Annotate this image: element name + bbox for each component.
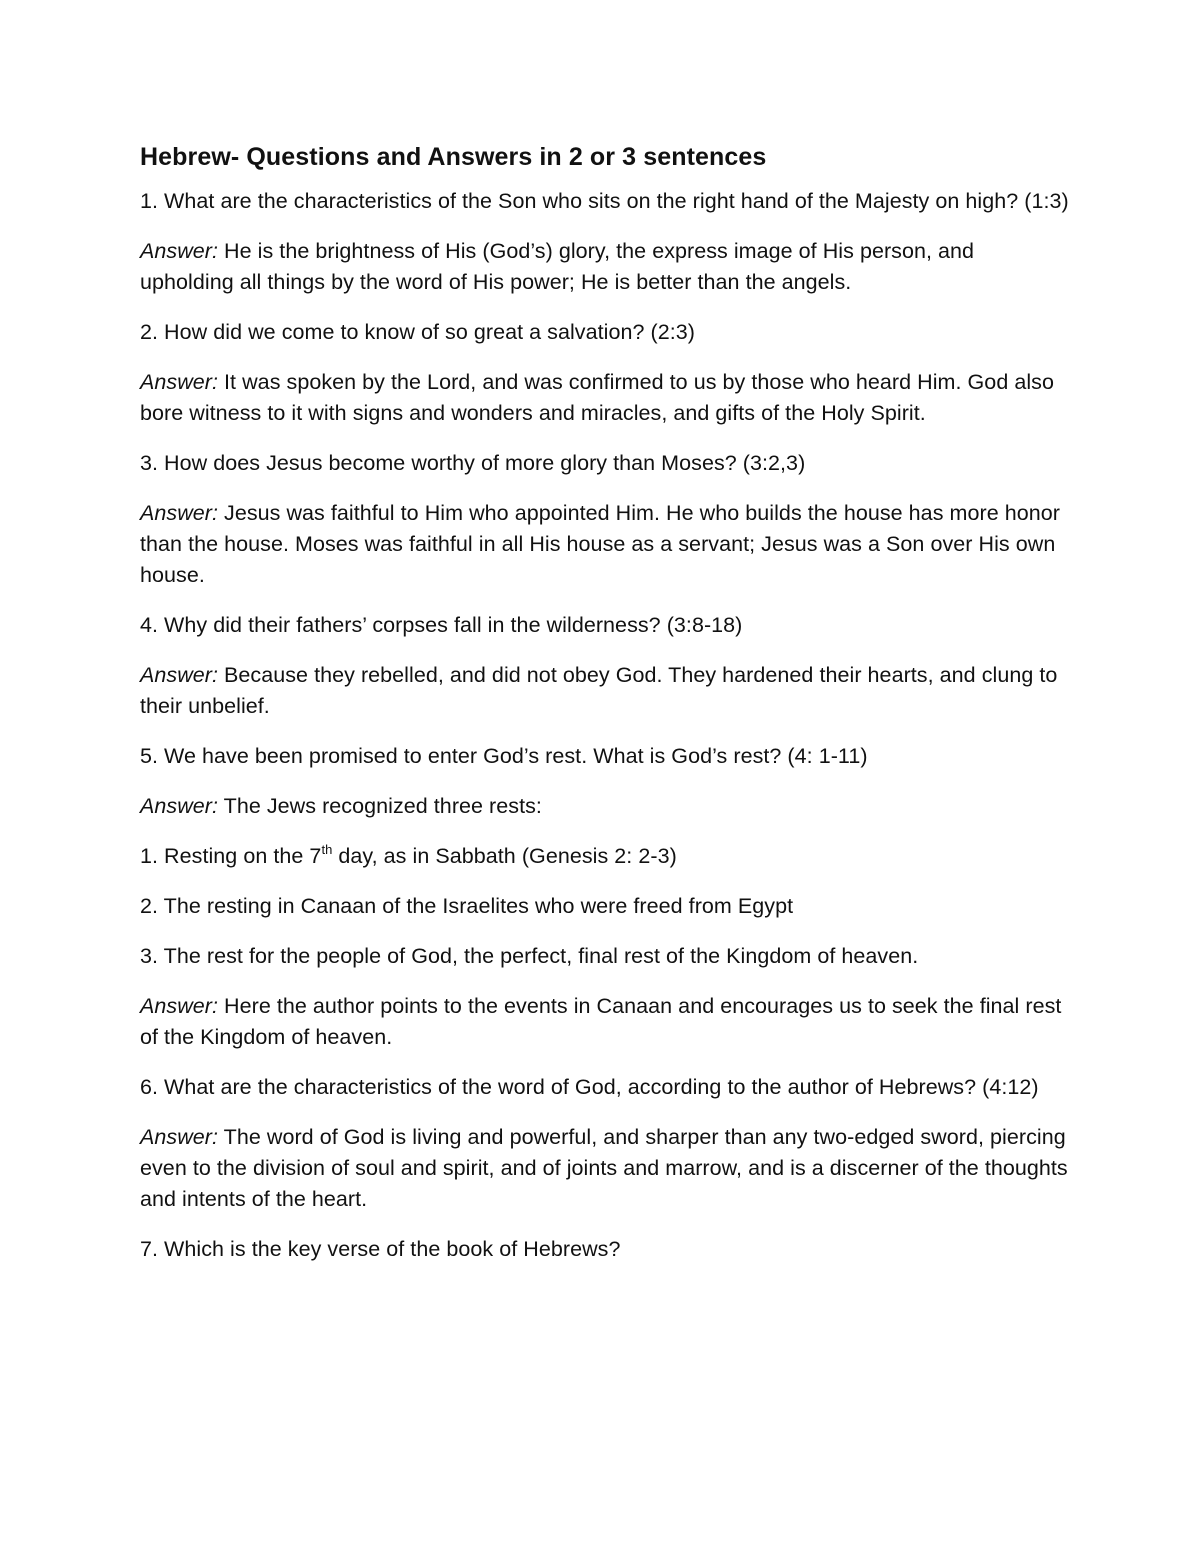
answer-5b: [140, 991, 1070, 1053]
answer-text: Jesus was faithful to Him who appointed Him. He who builds the house has more honor than the house. Moses was faithful in all His house as a servant; Jesus was a Son over His own house.: [140, 501, 1060, 587]
rest-item-3: 3. The rest for the people of God, the perfect, final rest of the Kingdom of heaven.: [140, 944, 919, 968]
rest-item-1-text: 1. Resting on the 7: [140, 844, 322, 868]
answer-label: Answer:: [140, 501, 219, 525]
document-title: Hebrew- Questions and Answers in 2 or 3 sentences: [140, 143, 767, 171]
question-7: 7. Which is the key verse of the book of Hebrews?: [140, 1237, 621, 1261]
answer-text: It was spoken by the Lord, and was confirmed to us by those who heard Him. God also bore witness to it with signs and wonders and miracles, and gifts of the Holy Spirit.: [140, 370, 1054, 425]
ordinal-suffix: th: [321, 841, 333, 857]
answer-6: [140, 1122, 1070, 1215]
answer-5: [140, 791, 1070, 822]
question-2: 2. How did we come to know of so great a salvation? (2:3): [140, 320, 695, 344]
rest-item-1: [140, 841, 1070, 872]
answer-text: Here the author points to the events in Canaan and encourages us to seek the final rest of the Kingdom of heaven.: [140, 994, 1062, 1049]
rest-item-2: 2. The resting in Canaan of the Israelites who were freed from Egypt: [140, 894, 794, 918]
answer-text: He is the brightness of His (God’s) glory, the express image of His person, and upholding all things by the word of His power; He is better than the angels.: [140, 239, 975, 294]
answer-label: Answer:: [140, 794, 219, 818]
answer-text: The word of God is living and powerful, and sharper than any two-edged sword, piercing even to the division of soul and spirit, and of joints and marrow, and is a discerner of the thoughts and intents of the heart.: [140, 1125, 1068, 1211]
answer-2: [140, 367, 1070, 429]
answer-label: Answer:: [140, 370, 219, 394]
answer-4: [140, 660, 1070, 722]
answer-text: Because they rebelled, and did not obey God. They hardened their hearts, and clung to their unbelief.: [140, 663, 1058, 718]
answer-label: Answer:: [140, 663, 219, 687]
answer-1: [140, 236, 1070, 298]
question-6: 6. What are the characteristics of the word of God, according to the author of Hebrews? (4:12): [140, 1075, 1039, 1099]
answer-label: Answer:: [140, 994, 219, 1018]
answer-3: [140, 498, 1070, 591]
question-5: 5. We have been promised to enter God’s rest. What is God’s rest? (4: 1-11): [140, 744, 868, 768]
answer-label: Answer:: [140, 1125, 219, 1149]
question-4: 4. Why did their fathers’ corpses fall in the wilderness? (3:8-18): [140, 613, 743, 637]
question-3: 3. How does Jesus become worthy of more glory than Moses? (3:2,3): [140, 451, 806, 475]
answer-label: Answer:: [140, 239, 219, 263]
rest-item-1-tail: day, as in Sabbath (Genesis 2: 2-3): [332, 844, 677, 868]
answer-text: The Jews recognized three rests:: [218, 794, 542, 818]
question-1: 1. What are the characteristics of the Son who sits on the right hand of the Majesty on high? (1:3): [140, 189, 1069, 213]
document-body: [140, 140, 1070, 1284]
